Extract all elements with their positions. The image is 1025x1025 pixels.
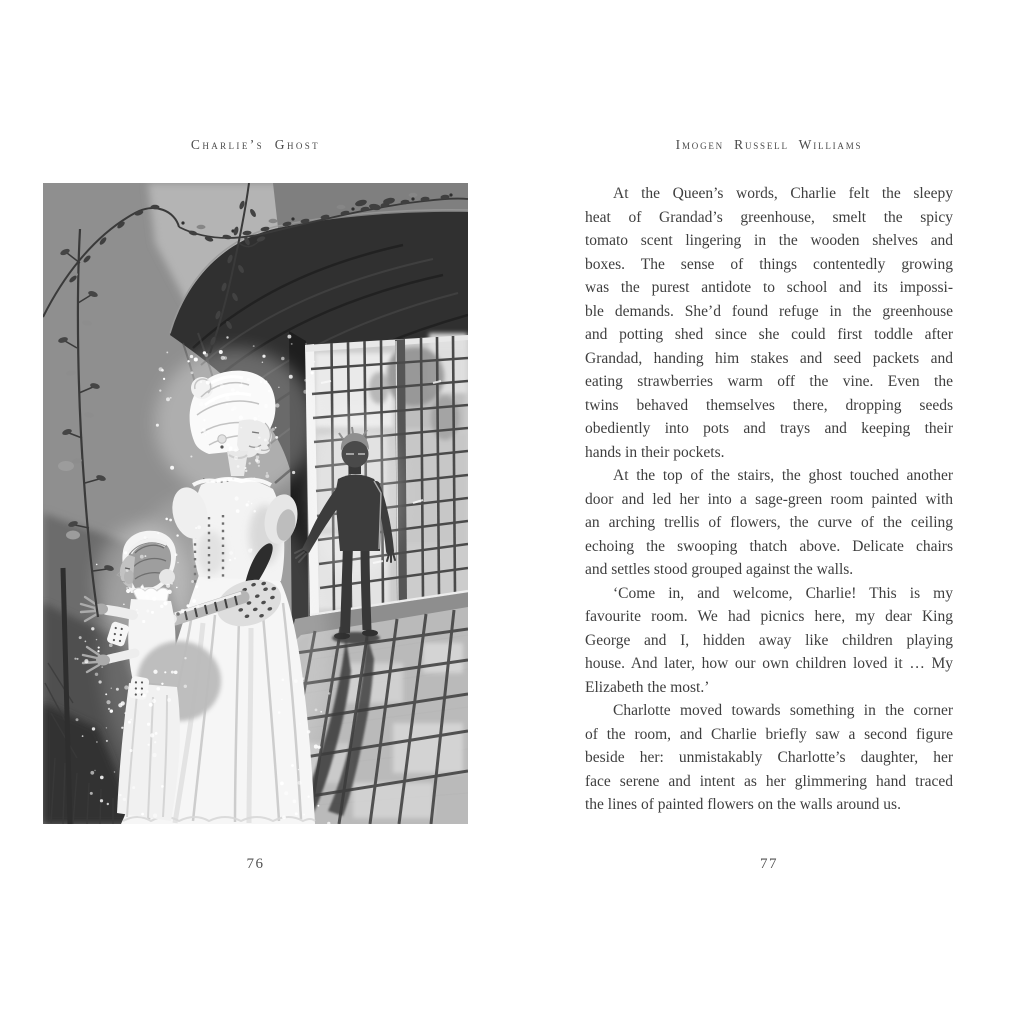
text-line: and settles stood grouped against the walls. — [585, 561, 854, 578]
text-line: favourite room. We had picnics here, my dear King — [585, 608, 953, 625]
text-line: of the room, and Charlie briefly saw a second figure — [585, 725, 953, 743]
text-line: Charlotte moved towards something in the corner — [613, 702, 953, 719]
text-line: tomato scent lingering in the wooden shelves and — [585, 232, 953, 249]
text-line: and potting shed since she could first toddle after — [585, 326, 953, 343]
girl-lower-hand — [96, 655, 110, 666]
text-line: door and led her into a sage-green room painted with — [585, 490, 953, 508]
right-running-header: Imogen Russell Williams — [675, 137, 863, 152]
text-line: heat of Grandad’s greenhouse, smelt the spicy — [585, 208, 953, 226]
text-line: the lines of painted flowers on the walls around us. — [585, 796, 901, 813]
text-line: face serene and intent as her glimmering hand traced — [585, 772, 953, 790]
text-line: Grandad, handing him stakes and seed packets and — [585, 349, 953, 367]
body-text — [585, 182, 953, 817]
text-line: house. And later, how our own children loved it … My — [585, 655, 953, 672]
text-line: twins behaved themselves there, dropping seeds — [585, 396, 953, 414]
text-line: eating strawberries warm off the vine. Even the — [585, 373, 953, 390]
text-line: ble demands. She’d found refuge in the greenhouse — [585, 302, 953, 320]
ear — [218, 435, 226, 443]
text-line: echoing the swooping thatch above. Delicate chairs — [585, 537, 953, 555]
text-line: an arching trellis of flowers, the curve of the ceiling — [585, 514, 953, 531]
text-line: hands in their pockets. — [585, 443, 725, 461]
text-line: ‘Come in, and welcome, Charlie! This is my — [613, 584, 953, 602]
text-line: beside her: unmistakably Charlotte’s daughter, her — [585, 749, 953, 766]
left-running-header: Charlie’s Ghost — [190, 137, 321, 152]
left-page-number: 76 — [246, 856, 265, 872]
text-line: George and I, hidden away like children playing — [585, 631, 953, 649]
text-line: At the top of the stairs, the ghost touched another — [613, 467, 953, 484]
text-line: was the purest antidote to school and its impossi- — [585, 279, 953, 296]
earring — [220, 445, 223, 448]
text-line: boxes. The sense of things contentedly growing — [585, 255, 953, 273]
illustration-svg — [43, 183, 468, 824]
text-line: obediently into pots and trays and keeping their — [585, 420, 953, 437]
illustration — [43, 183, 468, 824]
right-page-number: 77 — [760, 856, 778, 872]
text-line: Elizabeth the most.’ — [585, 678, 710, 696]
girl-cuff-2 — [128, 676, 150, 701]
text-line: At the Queen’s words, Charlie felt the sleepy — [613, 185, 953, 202]
